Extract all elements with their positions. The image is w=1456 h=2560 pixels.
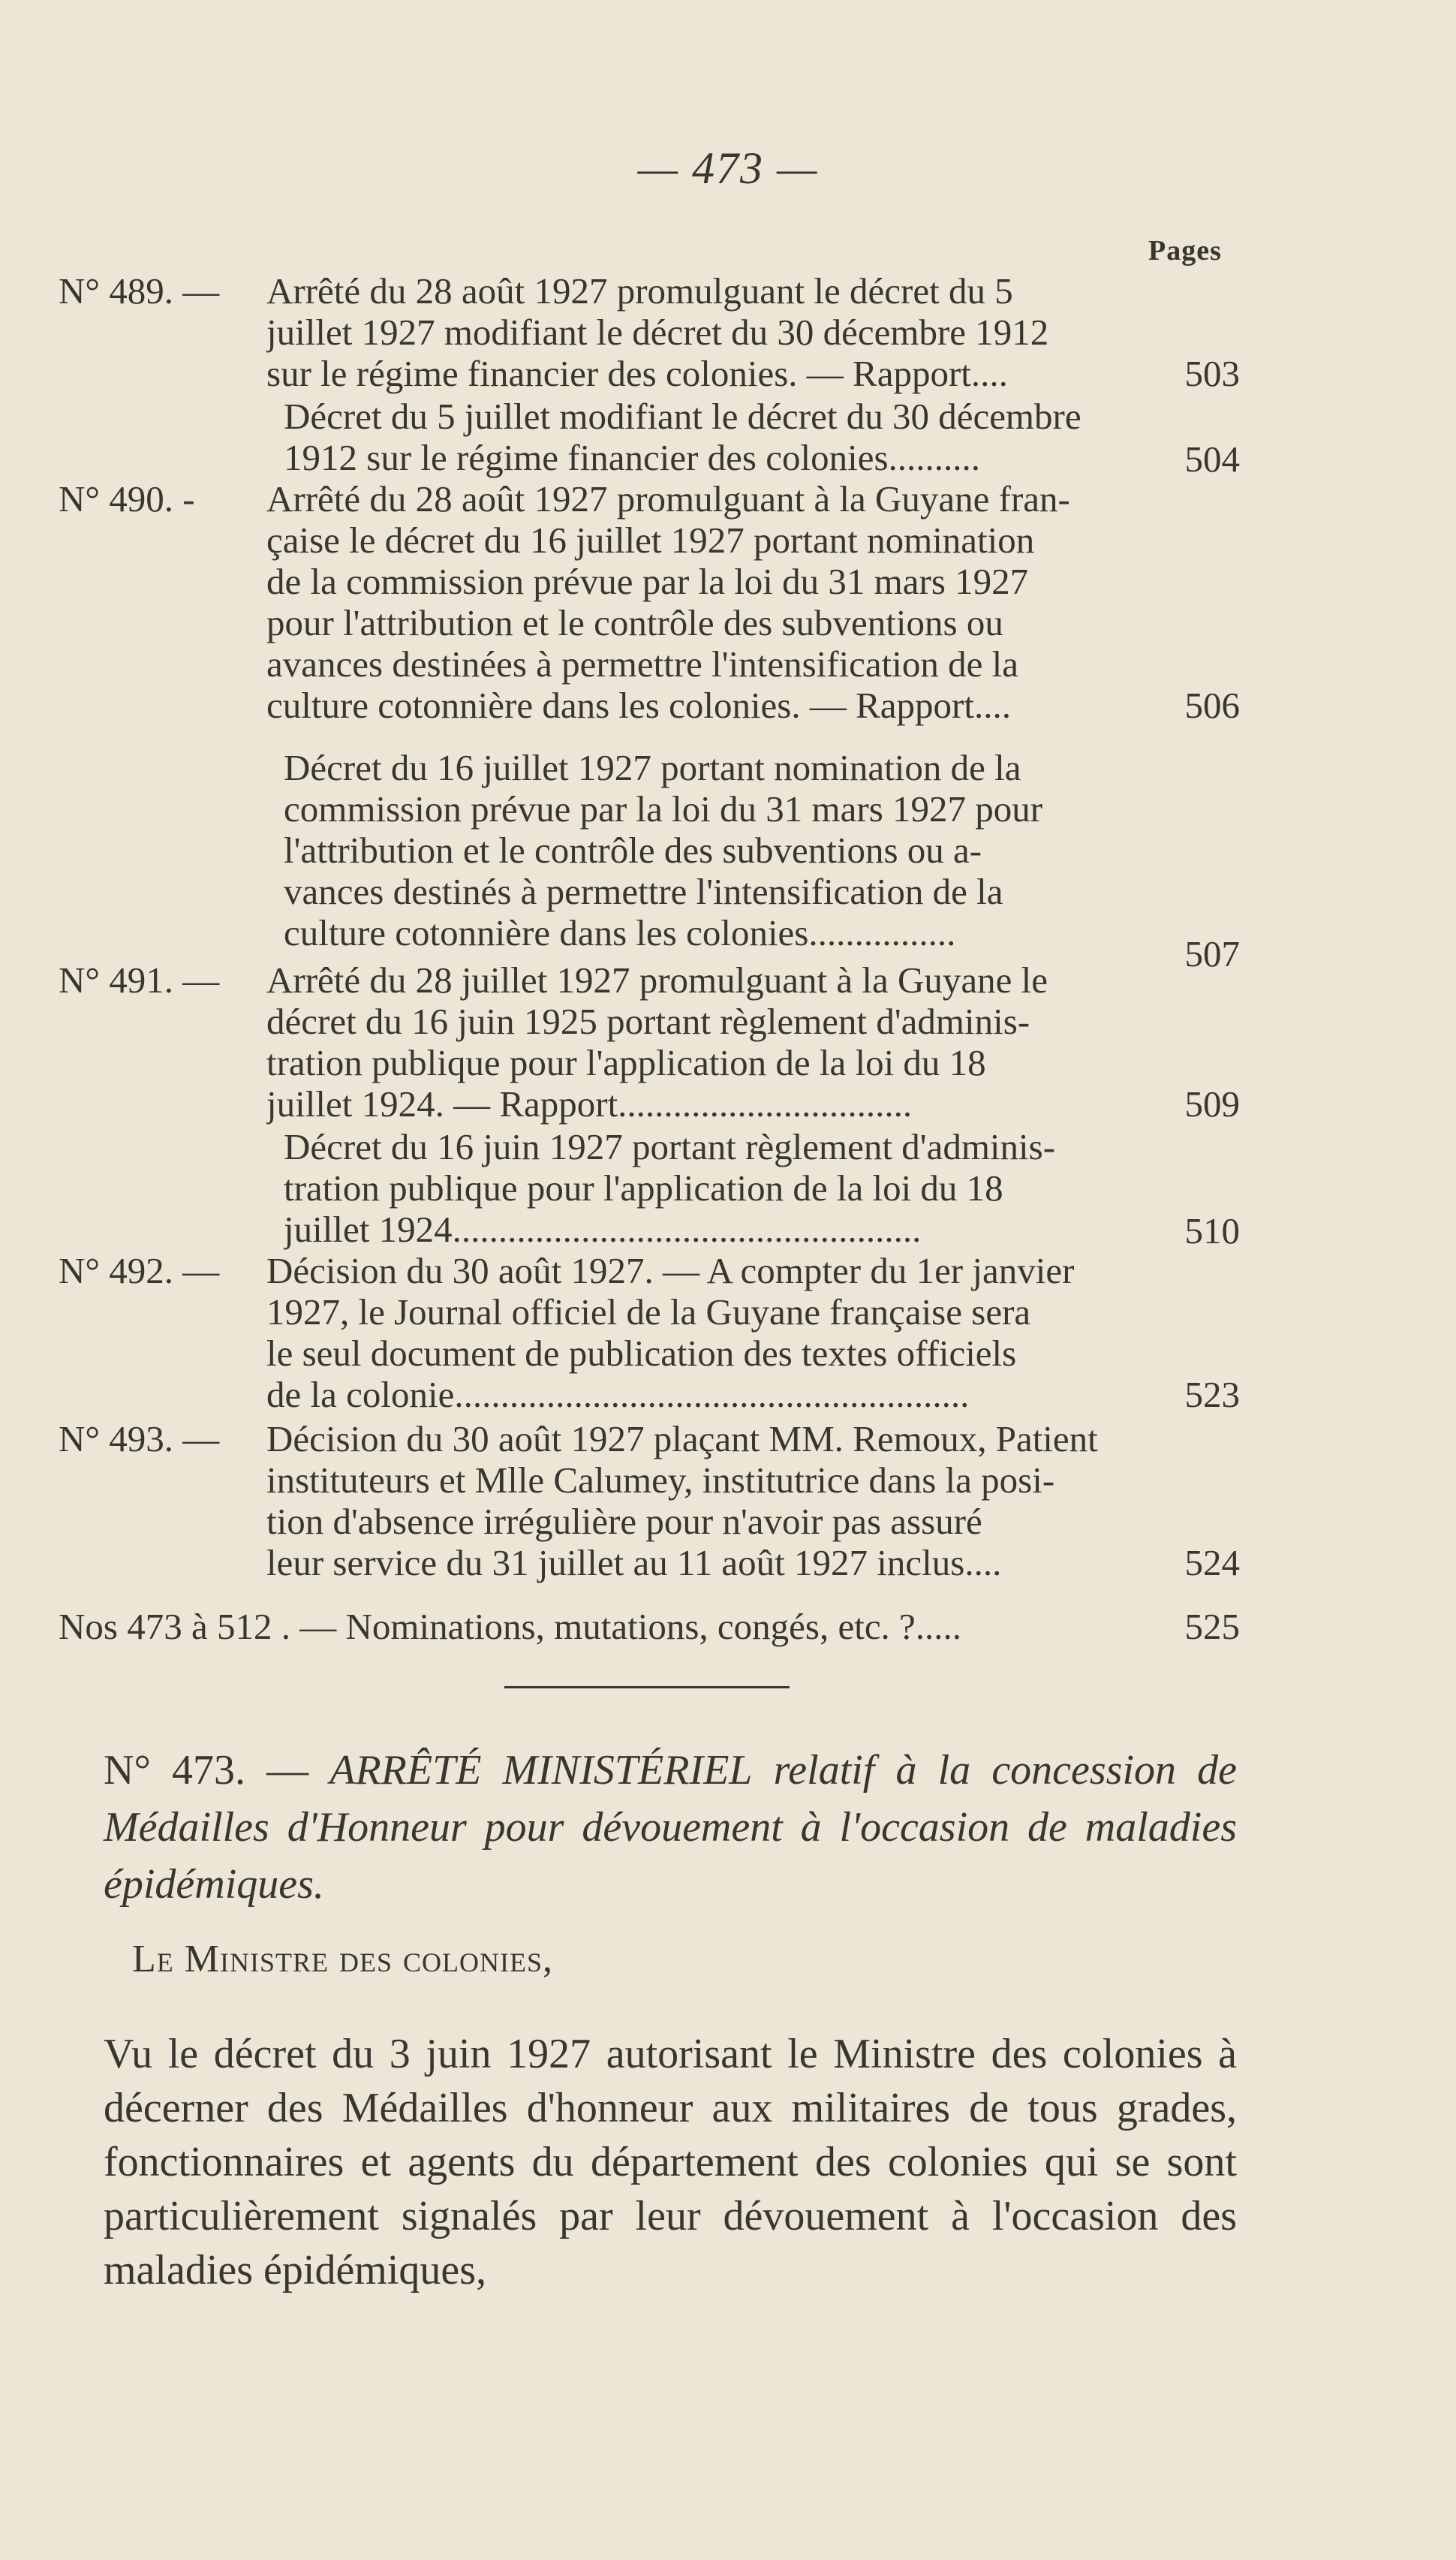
minister-heading: Le Ministre des colonies,	[132, 1938, 553, 1980]
toc-line: tration publique pour l'application de la loi du 18	[284, 1167, 1003, 1209]
decree-title	[104, 1742, 1237, 1913]
toc-line: avances destinées à permettre l'intensification de la	[266, 643, 1019, 685]
toc-page-ref: 506	[1184, 685, 1240, 726]
toc-subentry-text	[284, 396, 1177, 478]
toc-entry-text	[266, 478, 1175, 726]
toc-entry-text	[266, 1418, 1175, 1583]
toc-entry-489	[0, 270, 1456, 394]
toc-last-row	[0, 1606, 1456, 1647]
toc-subentry-491	[0, 1126, 1456, 1250]
toc-page-ref: 509	[1184, 1083, 1240, 1125]
toc-line: Arrêté du 28 août 1927 promulguant à la Guyane fran-	[266, 478, 1070, 520]
toc-line: Décret du 5 juillet modifiant le décret du 30 décembre	[284, 396, 1081, 437]
toc-entry-text: Nos 473 à 512 . — Nominations, mutations, congés, etc. ?.....	[59, 1606, 962, 1647]
toc-entry-492	[0, 1250, 1456, 1415]
toc-entry-text	[266, 1250, 1175, 1415]
toc-entry-number: N° 489. —	[59, 270, 220, 312]
toc-entry-491	[0, 959, 1456, 1125]
toc-line: l'attribution et le contrôle des subventions ou a-	[284, 830, 982, 871]
decree-number: N° 473. —	[104, 1747, 309, 1794]
toc-page-ref: 523	[1184, 1374, 1240, 1415]
toc-line: çaise le décret du 16 juillet 1927 portant nomination	[266, 520, 1035, 561]
toc-subentry-text	[284, 747, 1177, 953]
toc-entry-number: N° 493. —	[59, 1418, 220, 1459]
toc-line: culture cotonnière dans les colonies. — Rapport....	[266, 685, 1011, 726]
toc-subentry-489	[0, 396, 1456, 478]
toc-line: décret du 16 juin 1925 portant règlement d'adminis-	[266, 1001, 1030, 1042]
toc-subentry-490	[0, 747, 1456, 974]
toc-line: de la colonie........................................................	[266, 1374, 970, 1415]
toc-entry-number: N° 492. —	[59, 1250, 220, 1291]
toc-entry-text	[266, 270, 1175, 394]
toc-line: leur service du 31 juillet au 11 août 1927 inclus....	[266, 1542, 1002, 1583]
toc-page-ref: 510	[1184, 1210, 1240, 1251]
toc-subentry-text	[284, 1126, 1177, 1250]
toc-page-ref: 504	[1184, 438, 1240, 480]
toc-line: instituteurs et Mlle Calumey, institutrice dans la posi-	[266, 1459, 1055, 1501]
toc-line: juillet 1927 modifiant le décret du 30 décembre 1912	[266, 312, 1049, 353]
toc-line: commission prévue par la loi du 31 mars 1927 pour	[284, 788, 1043, 830]
toc-entry-490	[0, 478, 1456, 726]
toc-line: tration publique pour l'application de la loi du 18	[266, 1042, 986, 1083]
toc-line: tion d'absence irrégulière pour n'avoir pas assuré	[266, 1501, 982, 1542]
toc-entry-493	[0, 1418, 1456, 1583]
toc-page-ref: 525	[1184, 1606, 1240, 1647]
page-number: — 473 —	[637, 143, 819, 193]
toc-entry-473-512	[0, 1606, 1456, 1647]
decree-title-rest: relatif à la concession de Médailles d'Honneur pour dévouement à l'occasion de maladies épidémiques.	[104, 1747, 1238, 1908]
toc-line: vances destinés à permettre l'intensification de la	[284, 871, 1003, 912]
toc-line: juillet 1924...................................................	[284, 1209, 922, 1250]
toc-line: sur le régime financier des colonies. — Rapport....	[266, 353, 1008, 394]
toc-entry-text	[266, 959, 1175, 1125]
toc-line: le seul document de publication des textes officiels	[266, 1333, 1017, 1374]
toc-line: culture cotonnière dans les colonies................	[284, 912, 956, 953]
toc-line: juillet 1924. — Rapport................................	[266, 1083, 913, 1125]
toc-entry-number: N° 491. —	[59, 959, 220, 1001]
toc-line: Décision du 30 août 1927. — A compter du 1er janvier	[266, 1250, 1075, 1291]
toc-line: Arrêté du 28 août 1927 promulguant le décret du 5	[266, 270, 1013, 312]
section-divider	[504, 1686, 790, 1688]
toc-page-ref: 524	[1184, 1542, 1240, 1583]
toc-line: Décret du 16 juin 1927 portant règlement d'adminis-	[284, 1126, 1056, 1167]
decree-title-caps: ARRÊTÉ MINISTÉRIEL	[329, 1747, 753, 1794]
toc-line: Décret du 16 juillet 1927 portant nomination de la	[284, 747, 1021, 788]
table-of-contents	[0, 270, 1456, 1647]
toc-line: pour l'attribution et le contrôle des subventions ou	[266, 602, 1003, 643]
toc-page-ref: 507	[1184, 933, 1240, 974]
toc-line: 1927, le Journal officiel de la Guyane française sera	[266, 1291, 1031, 1333]
pages-column-heading: Pages	[1148, 235, 1222, 267]
toc-entry-number: N° 490. -	[59, 478, 195, 520]
toc-line: Décision du 30 août 1927 plaçant MM. Remoux, Patient	[266, 1418, 1098, 1459]
toc-line: 1912 sur le régime financier des colonies..........	[284, 437, 981, 478]
toc-line: Arrêté du 28 juillet 1927 promulguant à la Guyane le	[266, 959, 1048, 1001]
toc-page-ref: 503	[1184, 353, 1240, 394]
decree-paragraph: Vu le décret du 3 juin 1927 autorisant le Ministre des colonies à décerner des Médailles d'honneur aux militaires de tous grades, fonctionnaires et agents du département des colonies qui se sont particulièrement signalés par leur dévouement à l'occasion des maladies épidémiques,	[104, 2031, 1237, 2293]
toc-line: de la commission prévue par la loi du 31 mars 1927	[266, 561, 1029, 602]
